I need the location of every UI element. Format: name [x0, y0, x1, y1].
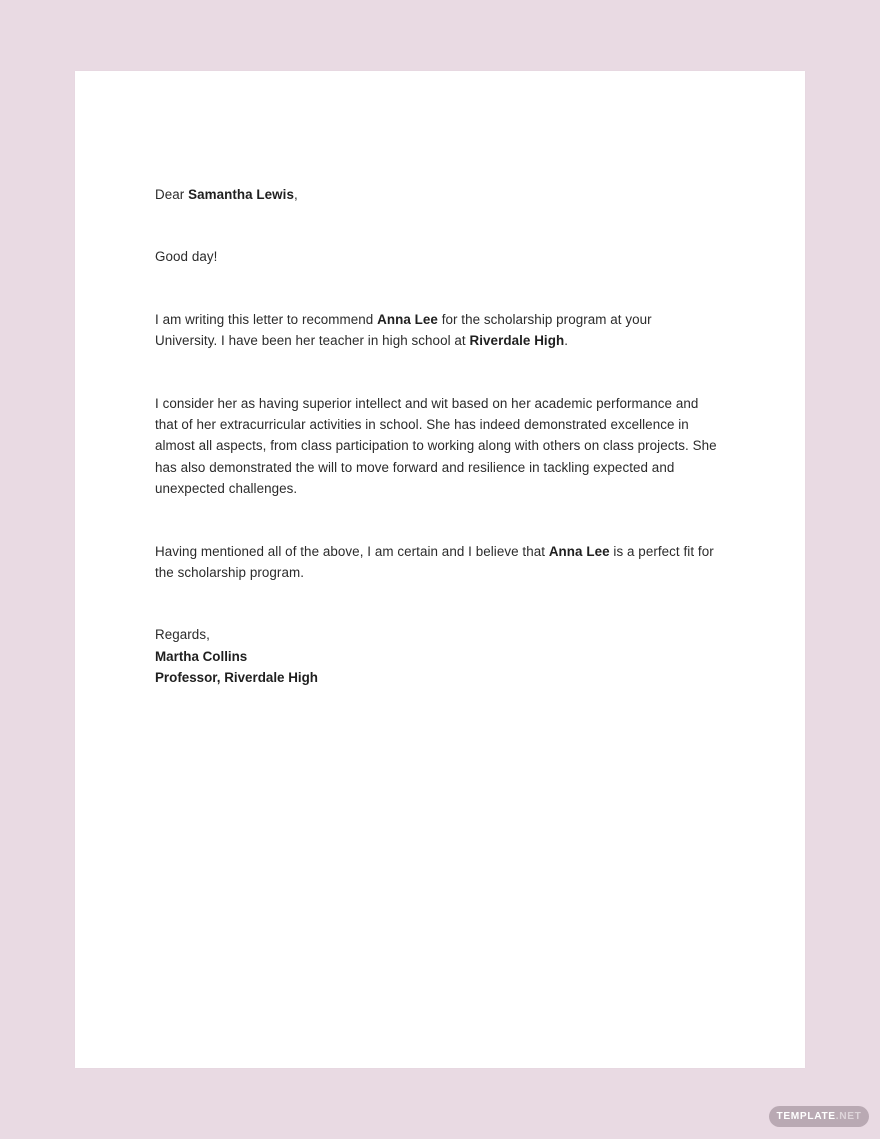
salutation-prefix: Dear [155, 187, 189, 202]
paragraph-3-part-1: Having mentioned all of the above, I am certain and I believe that [155, 543, 549, 559]
paragraph-1-school-name: Riverdale High [469, 333, 565, 349]
opening-line: Good day! [155, 249, 218, 265]
paragraph-3 [155, 541, 717, 584]
letter-sheet [75, 71, 805, 1068]
salutation-suffix: , [293, 187, 298, 202]
paragraph-3-part-2: is a perfect fit for the scholarship program. [155, 543, 714, 581]
closing-line: Regards, [155, 627, 210, 643]
paragraph-2: I consider her as having superior intellect and wit based on her academic performance and that of her extracurricular activities in school. She has indeed demonstrated excellence in almost all aspects, from class participation to working along with others on class projects. She has also demonstrated the will to move forward and resilience in tackling expected and unexpected challenges. [155, 395, 717, 497]
paragraph-1-part-3: . [564, 333, 569, 349]
paragraph-1-part-1: I am writing this letter to recommend [155, 311, 378, 327]
watermark-main-text: TEMPLATE [776, 1111, 836, 1122]
recipient-name: Samantha Lewis [188, 187, 294, 202]
paragraph-3-student-name: Anna Lee [548, 543, 610, 559]
paragraph-1-student-name: Anna Lee [377, 311, 438, 327]
signature-name: Martha Collins [155, 648, 248, 664]
signature-title: Professor, Riverdale High [155, 670, 318, 686]
paragraph-1 [155, 309, 717, 352]
template-watermark-badge [769, 1106, 869, 1127]
salutation-line [155, 184, 717, 205]
watermark-tld-text: .NET [835, 1111, 862, 1122]
paragraph-1-part-2: for the scholarship program at your University. I have been her teacher in high school at [155, 311, 652, 349]
letter-body [155, 184, 717, 689]
